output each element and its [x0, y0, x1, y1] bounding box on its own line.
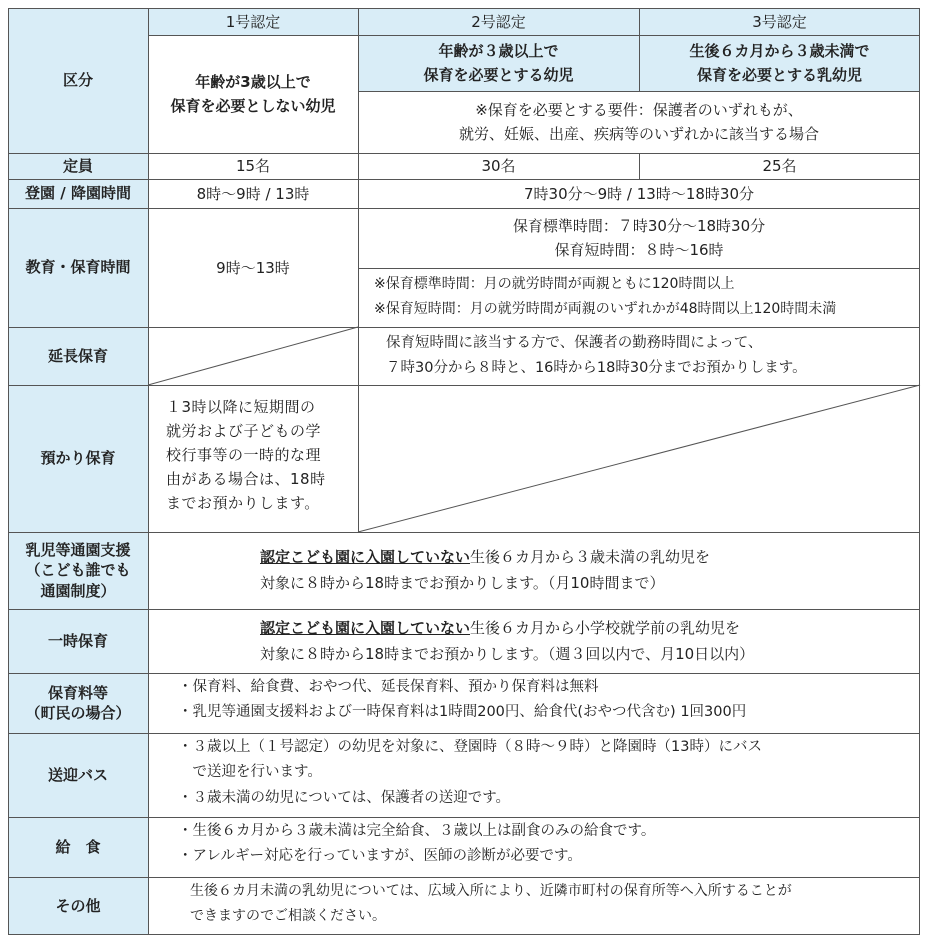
- hours-label: 登園 / 降園時間: [25, 184, 131, 203]
- infant-support-line1-rest: 生後６カ月から３歳未満の乳幼児を: [470, 548, 711, 566]
- deposit-line: 校行事等の一時的な理: [166, 446, 322, 464]
- type3-desc-line: 保育を必要とする乳幼児: [696, 66, 862, 84]
- fees-label-line: （町民の場合）: [25, 704, 131, 722]
- meals-text: [148, 817, 920, 877]
- care-time-type1-value: 9時～13時: [216, 258, 290, 277]
- type2-desc-line: 保育を必要とする幼児: [423, 66, 574, 84]
- temporary-line1-rest: 生後６カ月から小学校就学前の乳幼児を: [470, 619, 741, 637]
- not-applicable-diagonal: [148, 327, 358, 385]
- bus-item: で送迎を行います。: [178, 764, 322, 781]
- hours-type23: [358, 179, 920, 208]
- requirement-note: [358, 91, 920, 153]
- infant-support-line2: 対象に８時から18時までお預かりします。（月10時間まで）: [260, 574, 665, 593]
- header-type2-label: 2号認定: [471, 12, 526, 31]
- care-time-hours: [358, 208, 920, 268]
- row-header-care-time: [8, 208, 148, 327]
- fees-label-line: 保育料等: [47, 683, 108, 702]
- extended-text: [358, 327, 920, 385]
- type1-desc-line: 保育を必要としない幼児: [170, 97, 336, 115]
- care-time-short: 保育短時間：８時～16時: [554, 241, 724, 259]
- capacity-type3: [639, 153, 920, 179]
- type1-desc-line: 年齢が3歳以上で: [195, 73, 311, 91]
- header-type2: [358, 8, 639, 35]
- other-item: できますのでご相談ください。: [190, 907, 386, 924]
- bus-label: 送迎バス: [47, 765, 108, 784]
- infant-support-text: [148, 532, 920, 609]
- hours-type1: [148, 179, 358, 208]
- header-type1: [148, 8, 358, 35]
- row-header-temporary: [8, 609, 148, 673]
- temporary-label: 一時保育: [47, 631, 108, 650]
- deposit-line: 由がある場合は、18時: [166, 470, 326, 488]
- temporary-line2: 対象に８時から18時までお預かりします。（週３回以内で、月10日以内）: [260, 645, 755, 664]
- extended-line: ７時30分から８時と、16時から18時30分までお預かりします。: [386, 360, 807, 377]
- deposit-label: 預かり保育: [40, 449, 116, 468]
- meals-item: ・生後６カ月から３歳未満は完全給食、３歳以上は副食のみの給食です。: [178, 823, 656, 839]
- extended-label: 延長保育: [47, 346, 108, 365]
- other-label: その他: [55, 896, 101, 915]
- care-time-label: 教育・保育時間: [25, 258, 131, 277]
- row-header-deposit: [8, 385, 148, 532]
- bus-item: ・３歳以上（１号認定）の幼児を対象に、登園時（８時～９時）と降園時（13時）にバス: [178, 739, 762, 755]
- bus-text: [148, 733, 920, 817]
- infant-support-label-line: 乳児等通園支援: [25, 541, 131, 560]
- row-header-extended: [8, 327, 148, 385]
- infant-support-emphasis: 認定こども園に入園していない: [260, 548, 471, 566]
- type2-description: [358, 35, 639, 91]
- temporary-line1: [260, 615, 920, 641]
- row-header-infant-support: [8, 532, 148, 609]
- deposit-line: 就労および子どもの学: [166, 422, 322, 440]
- deposit-line: までお預かりします。: [166, 494, 320, 512]
- row-header-bus: [8, 733, 148, 817]
- infant-support-label-line: （こども誰でも: [25, 561, 131, 580]
- capacity-type2-value: 30名: [481, 157, 516, 175]
- fees-item: ・乳児等通園支援料および一時保育料は1時間200円、給食代(おやつ代含む) 1回300円: [178, 704, 747, 721]
- meals-label: 給 食: [55, 837, 101, 856]
- capacity-type3-value: 25名: [762, 157, 797, 175]
- row-header-category: [8, 8, 148, 153]
- category-label: 区分: [62, 71, 93, 90]
- care-time-note: ※保育短時間：月の就労時間が両親のいずれかが48時間以上120時間未満: [374, 300, 837, 317]
- deposit-line: １3時以降に短期間の: [166, 398, 316, 416]
- type3-description: [639, 35, 920, 91]
- hours-type1-value: 8時～9時 / 13時: [196, 184, 310, 203]
- capacity-type1: [148, 153, 358, 179]
- type1-description: [148, 35, 358, 153]
- temporary-emphasis: 認定こども園に入園していない: [260, 619, 471, 637]
- header-type3-label: 3号認定: [752, 12, 807, 31]
- row-header-hours: [8, 179, 148, 208]
- capacity-type1-value: 15名: [235, 157, 271, 175]
- other-item: 生後６カ月未満の乳幼児については、広域入所により、近隣市町村の保育所等へ入所することが: [190, 883, 792, 899]
- fees-item: ・保育料、給食費、おやつ代、延長保育料、預かり保育料は無料: [178, 679, 599, 695]
- care-time-standard: 保育標準時間：７時30分～18時30分: [512, 217, 766, 235]
- type2-desc-line: 年齢が３歳以上で: [438, 42, 559, 60]
- header-type3: [639, 8, 920, 35]
- capacity-type2: [358, 153, 639, 179]
- header-type1-label: 1号認定: [225, 12, 281, 31]
- not-applicable-diagonal: [358, 385, 920, 532]
- row-header-capacity: [8, 153, 148, 179]
- hours-type23-value: 7時30分～9時 / 13時～18時30分: [523, 184, 755, 203]
- requirement-line: 就労、妊娠、出産、疾病等のいずれかに該当する場合: [458, 125, 819, 143]
- requirement-line: ※保育を必要とする要件：保護者のいずれもが、: [475, 101, 803, 119]
- care-time-note: ※保育標準時間：月の就労時間が両親ともに120時間以上: [374, 276, 735, 292]
- care-time-notes: [358, 268, 920, 327]
- other-text: [148, 877, 920, 935]
- temporary-text: [148, 609, 920, 673]
- bus-item: ・３歳未満の幼児については、保護者の送迎です。: [178, 789, 511, 806]
- capacity-label: 定員: [62, 156, 93, 175]
- row-header-meals: [8, 817, 148, 877]
- meals-item: ・アレルギー対応を行っていますが、医師の診断が必要です。: [178, 848, 582, 865]
- type3-desc-line: 生後６カ月から３歳未満で: [689, 42, 870, 60]
- deposit-text: [148, 385, 358, 532]
- row-header-fees: [8, 673, 148, 733]
- row-header-other: [8, 877, 148, 935]
- fees-text: [148, 673, 920, 733]
- infant-support-line1: [260, 544, 920, 570]
- care-time-type1: [148, 208, 358, 327]
- infant-support-label-line: 通園制度）: [40, 581, 116, 600]
- extended-line: 保育短時間に該当する方で、保護者の勤務時間によって、: [386, 335, 763, 351]
